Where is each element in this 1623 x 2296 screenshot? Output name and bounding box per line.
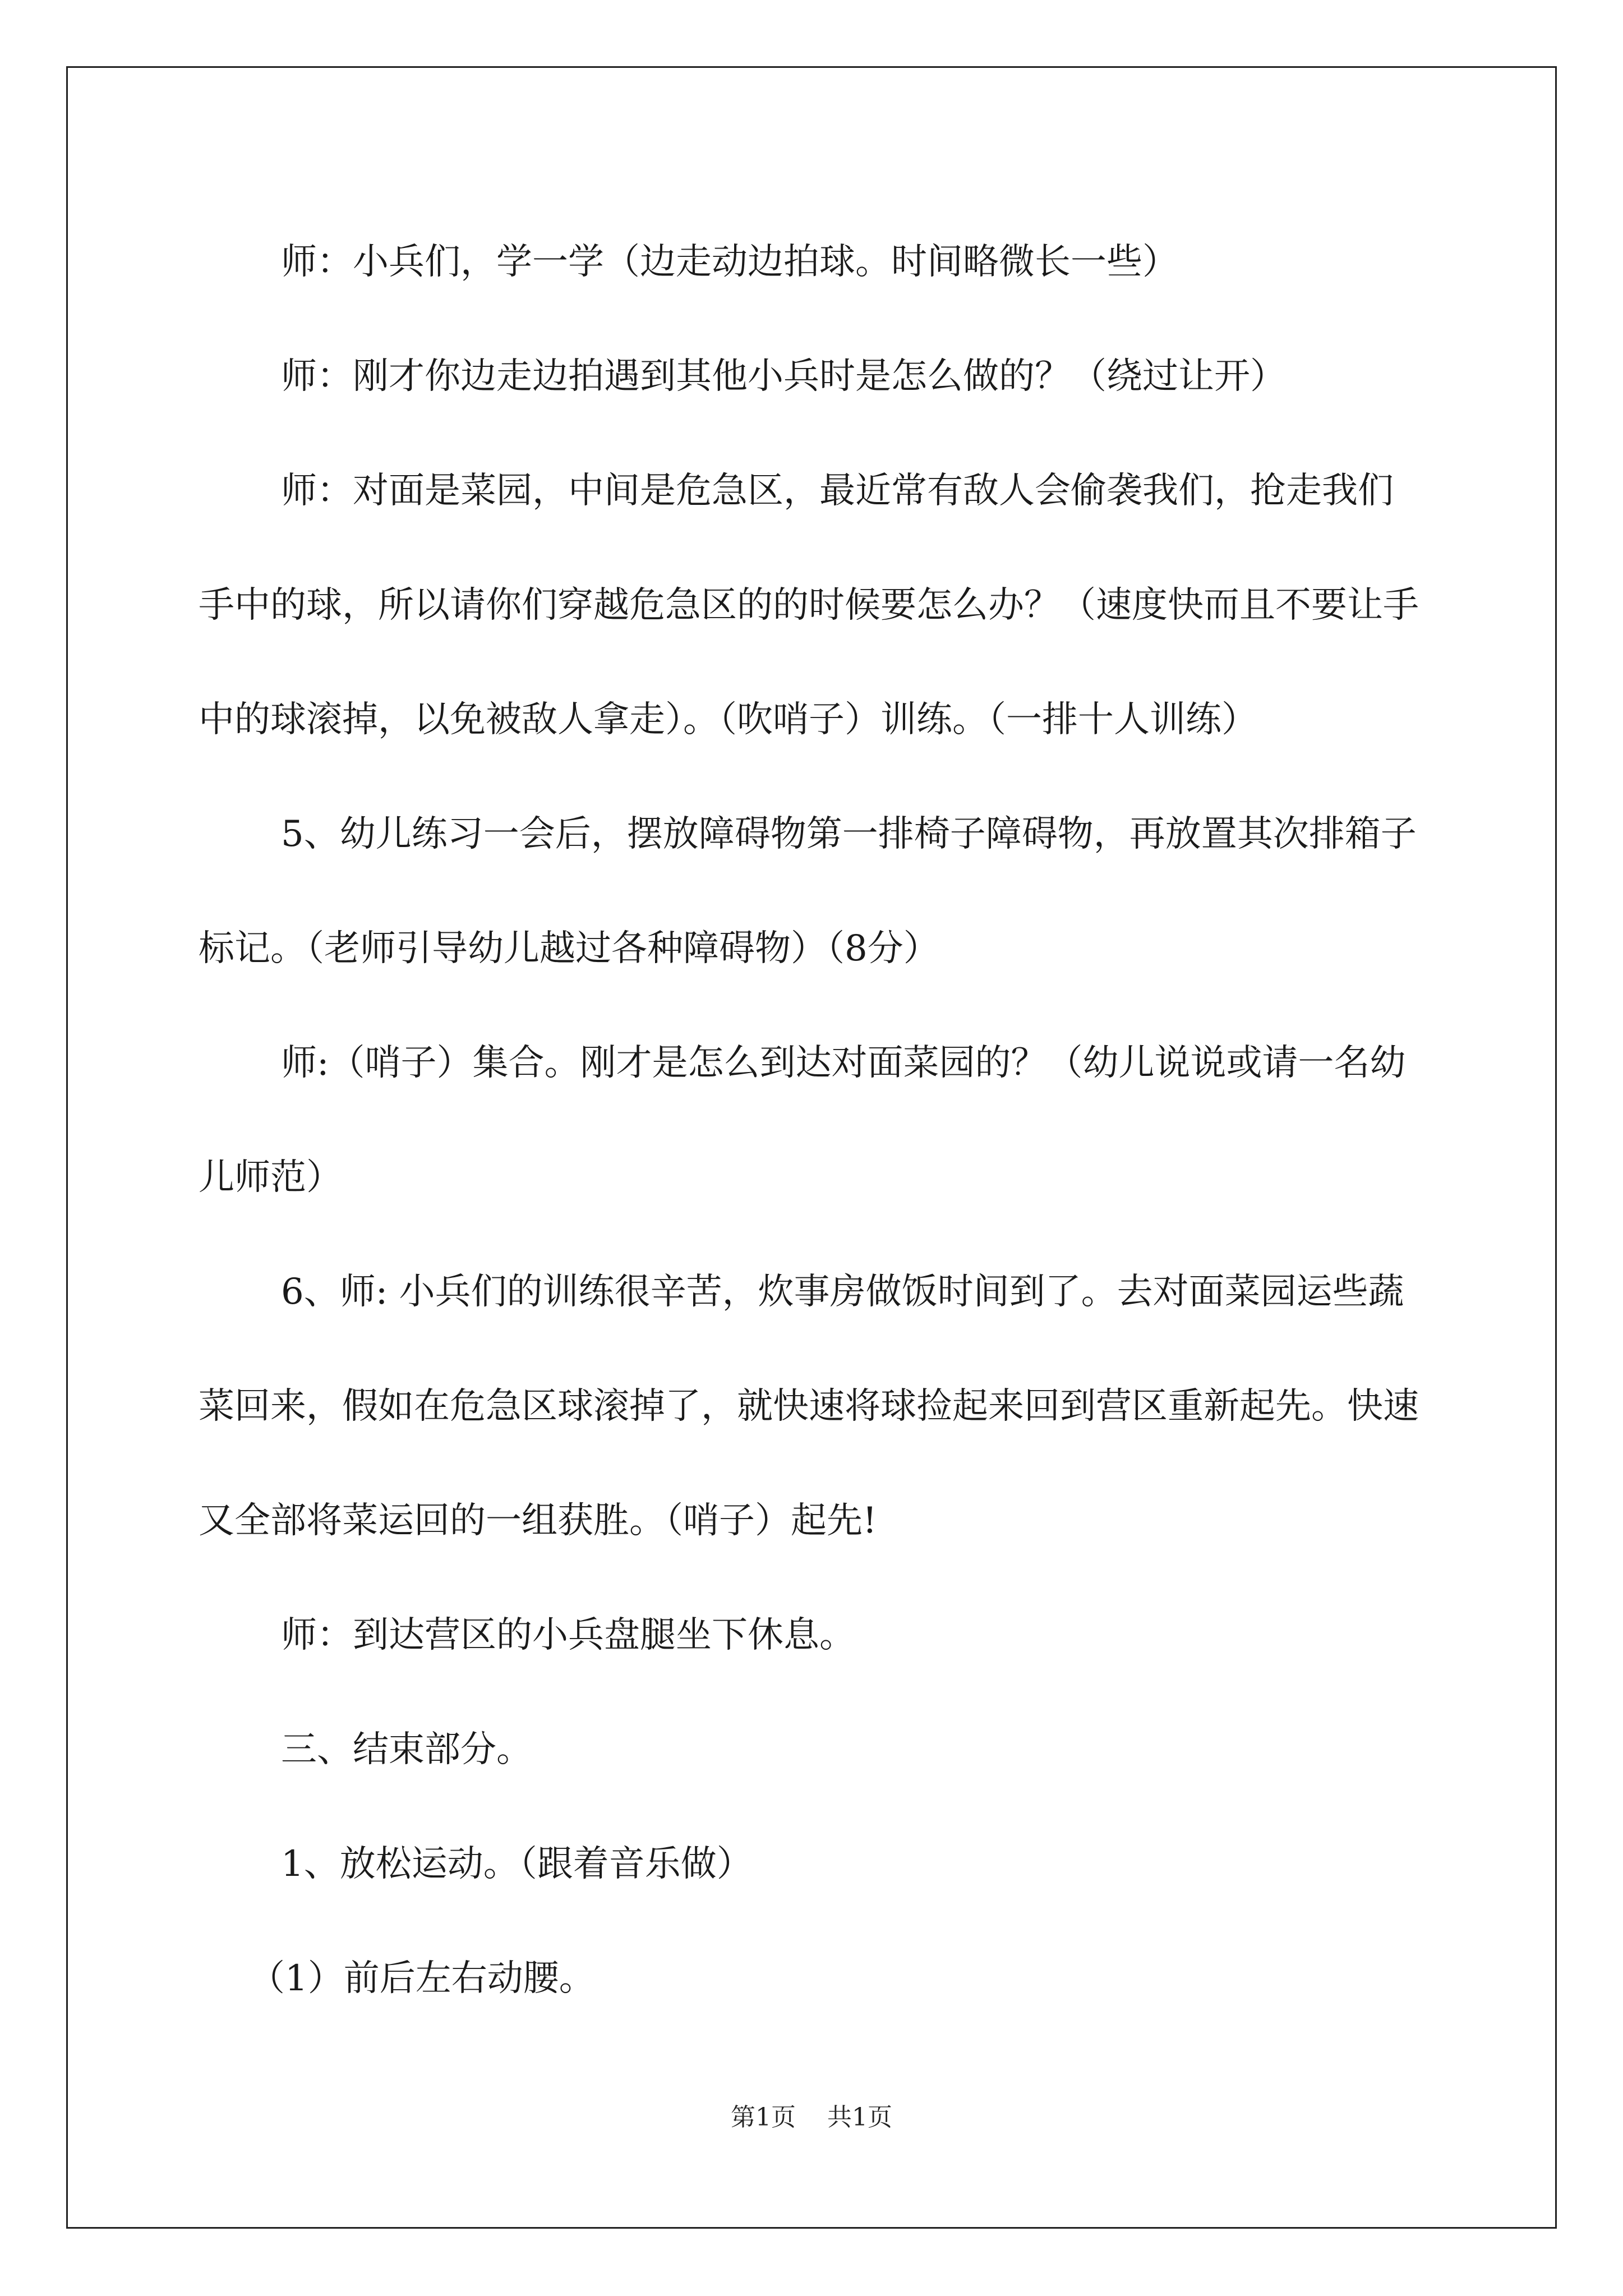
paragraph: （1）前后左右动腰。 bbox=[249, 1958, 595, 1999]
paragraph: 师：对面是菜园，中间是危急区，最近常有敌人会偷袭我们，抢走我们手中的球，所以请你们穿越危急区的的时候要怎么办？（速度快而且不要让手中的球滚掉，以免被敌人拿走）。（吹哨子）训练。（一排十人训练） bbox=[199, 470, 1419, 740]
document-body bbox=[199, 205, 1424, 2036]
paragraph: 5、幼儿练习一会后，摆放障碍物第一排椅子障碍物，再放置其次排箱子标记。（老师引导幼儿越过各种障碍物）（8分） bbox=[199, 813, 1417, 969]
section-heading: 三、结束部分。 bbox=[281, 1729, 532, 1770]
page-number: 第1页 bbox=[731, 2103, 796, 2132]
paragraph: 师：刚才你边走边拍遇到其他小兵时是怎么做的？（绕过让开） bbox=[281, 356, 1286, 397]
paragraph: 师：小兵们，学一学（边走动边拍球。时间略微长一些） bbox=[281, 241, 1178, 283]
paragraph: 6、师: 小兵们的训练很辛苦，炊事房做饭时间到了。去对面菜园运些蔬菜回来，假如在危急区球滚掉了，就快速将球捡起来回到营区重新起先。快速又全部将菜运回的一组获胜。（哨子）起先! bbox=[199, 1271, 1419, 1542]
paragraph: 师：到达营区的小兵盘腿坐下休息。 bbox=[281, 1614, 855, 1656]
paragraph: 1、放松运动。（跟着音乐做） bbox=[281, 1843, 753, 1885]
page-footer bbox=[0, 2097, 1623, 2133]
paragraph: 师:（哨子）集合。刚才是怎么到达对面菜园的？（幼儿说说或请一名幼儿师范） bbox=[199, 1042, 1406, 1198]
page-total: 共1页 bbox=[827, 2103, 892, 2132]
